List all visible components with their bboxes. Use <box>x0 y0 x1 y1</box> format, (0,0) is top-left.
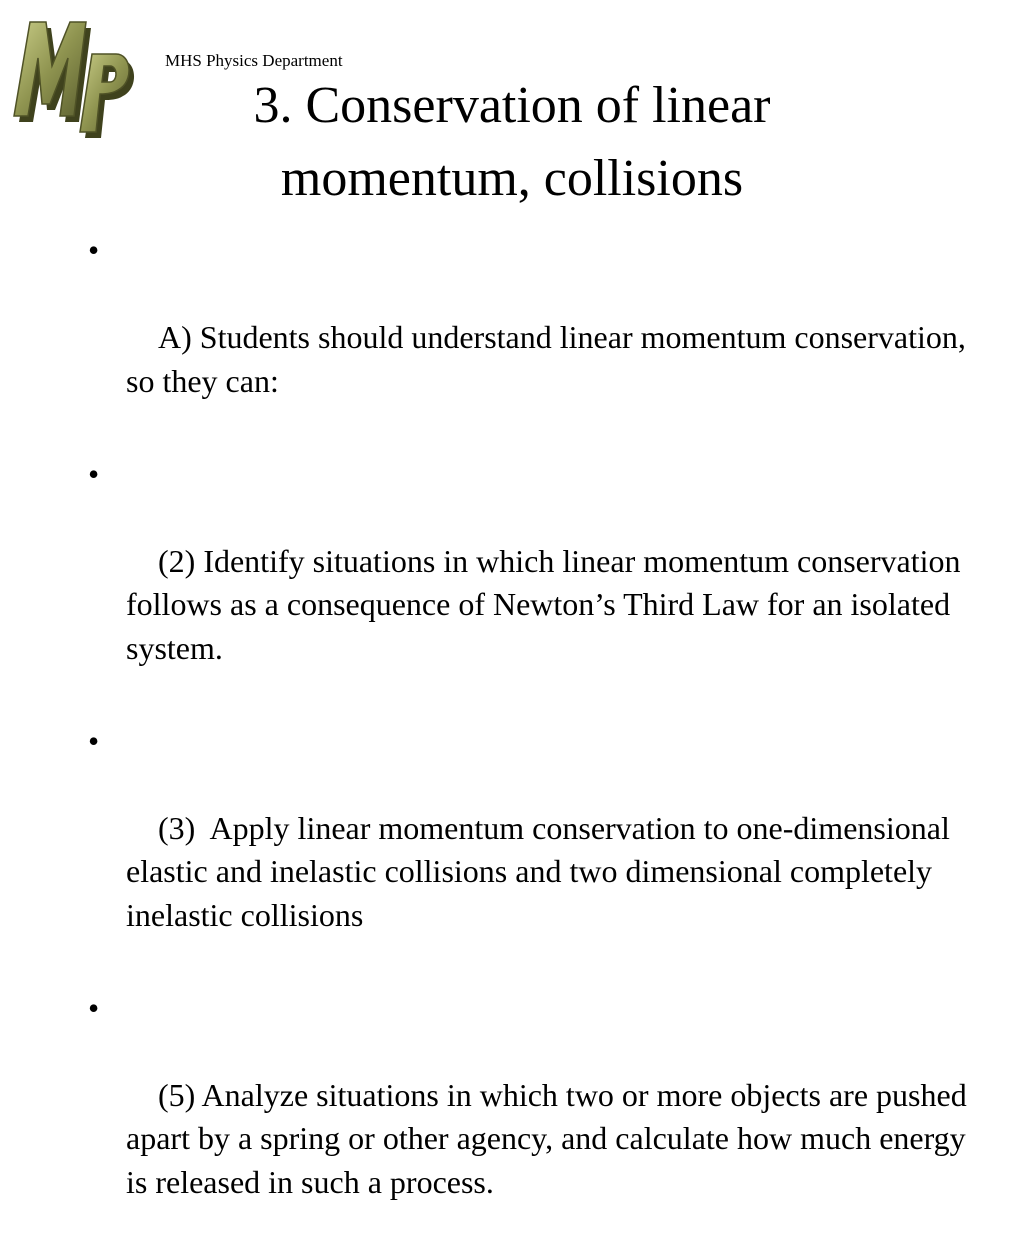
bullet-text: (3) Apply linear momentum conservation to one-dimensional elastic and inelastic collisions and two dimensional completely inelastic collisions <box>126 809 958 933</box>
bullet-text: A) Students should understand linear momentum conservation, so they can: <box>126 319 974 399</box>
logo-letter-m <box>14 22 91 122</box>
bullet-text: (2) Identify situations in which linear momentum conservation follows as a consequence of Newton’s Third Law for an isolated system. <box>126 542 969 666</box>
logo-letter-p <box>80 54 134 138</box>
bullet-item-3 <box>88 720 968 981</box>
bullet-marker: • <box>88 989 100 1026</box>
bullet-item-2 <box>88 453 968 714</box>
bullet-marker: • <box>88 232 100 268</box>
bullet-marker: • <box>88 722 100 759</box>
bullet-text: (5) Analyze situations in which two or more objects are pushed apart by a spring or other agency, and calculate how much energy is released in such a process. <box>126 1076 975 1200</box>
bullet-item-1 <box>88 229 974 447</box>
mp-logo <box>0 8 140 143</box>
department-label: MHS Physics Department <box>165 51 343 70</box>
bullet-marker: • <box>88 455 100 492</box>
bullet-item-4 <box>88 987 975 1248</box>
bullet-list <box>88 229 975 1254</box>
slide-title: 3. Conservation of linear momentum, collisions <box>253 77 771 207</box>
